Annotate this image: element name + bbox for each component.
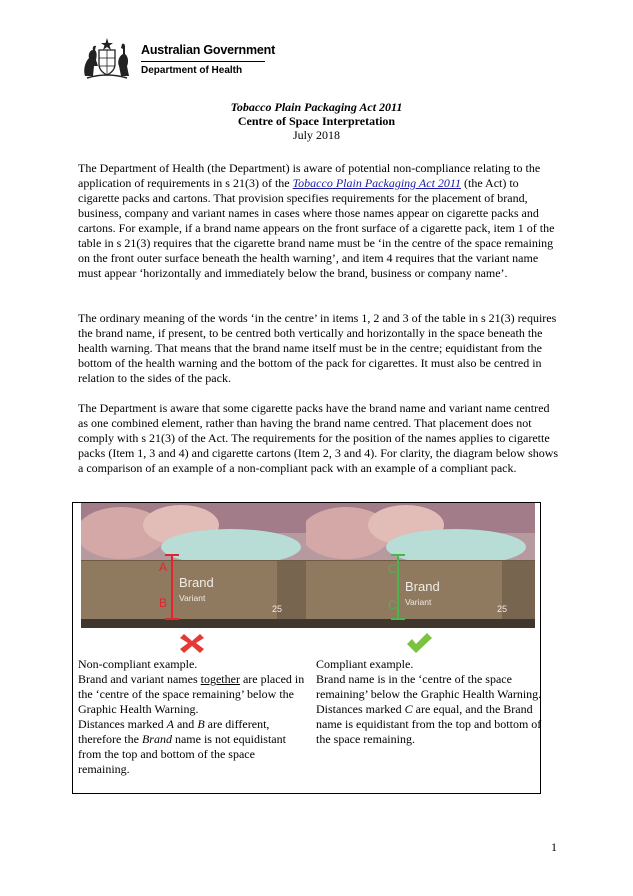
comparison-figure	[72, 502, 541, 794]
non-compliant-caption-together	[78, 672, 306, 717]
compliant-caption	[316, 657, 544, 747]
caption-text: are equal, and the Brand name is equidistant from the top and bottom of the space remaining.	[316, 702, 542, 746]
non-compliant-pack-photo	[81, 503, 310, 628]
non-compliant-caption	[78, 657, 306, 777]
caption-text: are different, therefore the	[78, 717, 270, 746]
marker-c-bottom-label: C	[388, 598, 397, 612]
paragraph-ordinary-meaning: The ordinary meaning of the words ‘in the centre’ in items 1, 2 and 3 of the table in s 21(3) requires the brand name, if present, to be centred both vertically and horizontally in the space beneath the health warning. That means that the brand name itself must be in the centre; equidistant from the bottom of the health warning and the bottom of the pack for cigarettes. It must also be centred in relation to the sides of the pack.	[78, 311, 557, 385]
paragraph-intro	[78, 161, 560, 281]
pack-count: 25	[497, 604, 508, 614]
logo-divider	[141, 61, 265, 62]
department-name: Department of Health	[141, 65, 243, 76]
red-cross-icon	[177, 631, 207, 655]
caption-italic-b: B	[197, 717, 205, 731]
compliant-caption-distances	[316, 702, 544, 747]
marker-c-top-label: C	[388, 562, 397, 576]
pack-brand-name: Brand	[405, 579, 440, 594]
caption-underlined-together: together	[200, 672, 240, 686]
pack-variant-name: Variant	[405, 597, 432, 607]
non-compliant-caption-title: Non-compliant example.	[78, 657, 198, 671]
caption-text: Distances marked	[78, 717, 167, 731]
caption-italic-brand: Brand	[141, 732, 172, 746]
paragraph-intro-text-a: The Department of Health (the Department) is aware of potential non-compliance relating to the application of requirements in s 21(3) of the	[78, 161, 541, 190]
caption-text: Distances marked	[316, 702, 405, 716]
caption-text: are placed in the ‘centre of the space remaining’ below the Graphic Health Warning.	[78, 672, 305, 716]
coat-of-arms-icon	[79, 36, 135, 80]
government-name: Australian Government	[141, 43, 276, 57]
act-title: Tobacco Plain Packaging Act 2011	[230, 100, 403, 114]
paragraph-intro-text-b: (the Act) to cigarette packs and cartons. That provision specifies requirements for the placement of brand, business, company and variant names in cases where those names appear on cigarette packs and cartons. For example, if a brand name appears on the front surface of a cigarette pack, item 1 of the table in s 21(3) requires that the cigarette brand name must be ‘in the centre of the space remaining on the front outer surface beneath the health warning’, and item 4 requires that the variant name must appear ‘horizontally and immediately below the brand, business or company name’.	[78, 176, 555, 280]
government-logo	[79, 36, 279, 84]
caption-text: name is not equidistant from the top and bottom of the space remaining.	[78, 732, 286, 776]
document-heading: Centre of Space Interpretation	[237, 114, 396, 128]
caption-text: and	[173, 717, 198, 731]
non-compliant-caption-distances	[78, 717, 306, 777]
act-link[interactable]: Tobacco Plain Packaging Act 2011	[292, 176, 462, 190]
caption-italic-a: A	[166, 717, 174, 731]
compliant-caption-centre: Brand name is in the ‘centre of the space remaining’ below the Graphic Health Warning.	[316, 672, 542, 701]
pack-brand-name: Brand	[179, 575, 214, 590]
caption-text: Brand and variant names	[78, 672, 201, 686]
document-date: July 2018	[292, 128, 340, 142]
green-check-icon	[404, 631, 434, 655]
pack-count: 25	[272, 604, 283, 614]
marker-a-label: A	[159, 560, 168, 574]
page-number: 1	[551, 840, 557, 854]
compliant-caption-title: Compliant example.	[316, 657, 414, 671]
compliant-pack-photo	[306, 503, 535, 628]
document-title-block	[0, 100, 633, 142]
caption-italic-c: C	[404, 702, 413, 716]
paragraph-department-awareness: The Department is aware that some cigarette packs have the brand name and variant name centred as one combined element, rather than having the brand name centred. That placement does not comply with s 21(3) of the Act. The requirements for the position of the names applies to cigarette packs (Item 1, 3 and 4) and cigarette cartons (Item 2, 3 and 4). For clarity, the diagram below shows a comparison of an example of a non-compliant pack with an example of a compliant pack.	[78, 401, 559, 475]
pack-variant-name: Variant	[179, 593, 206, 603]
marker-b-label: B	[159, 596, 168, 610]
